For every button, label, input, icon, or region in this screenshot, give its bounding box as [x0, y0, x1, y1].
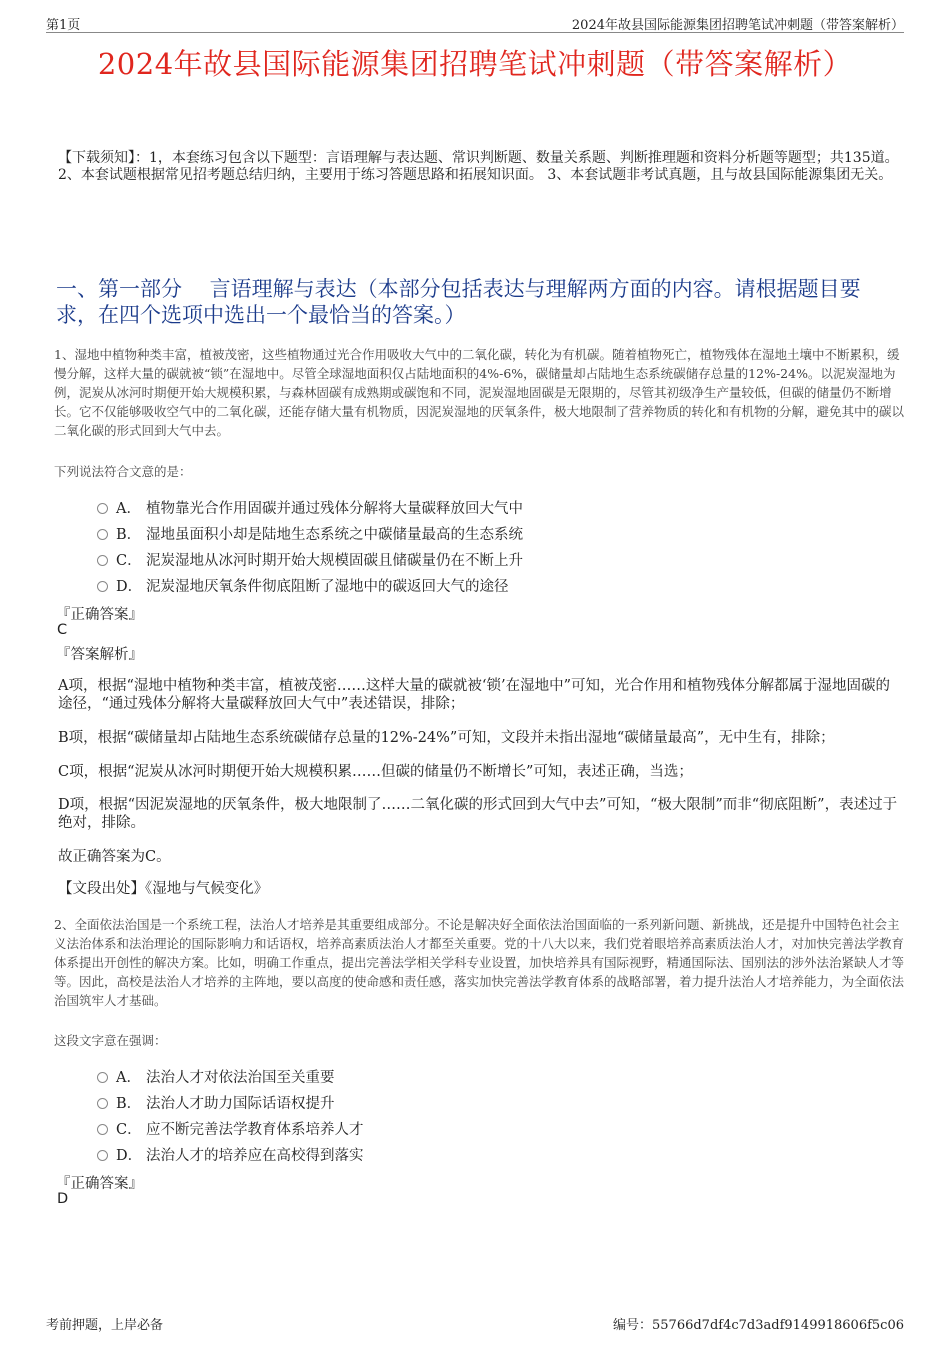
radio-icon[interactable]: [97, 1072, 108, 1083]
header-doc-title: 2024年故县国际能源集团招聘笔试冲刺题（带答案解析）: [571, 18, 904, 33]
document-id: 编号：55766d7df4c7d3adf9149918606f5c06: [613, 1318, 904, 1333]
question-2-option-a[interactable]: A． 法治人才对依法治国至关重要: [97, 1066, 335, 1086]
radio-icon[interactable]: [97, 581, 108, 592]
analysis-b: B项，根据“碳储量却占陆地生态系统碳储存总量的12%-24%”可知，文段并未指出湿地“碳储量最高”，无中生有，排除；: [58, 730, 835, 746]
page-header: [46, 12, 904, 33]
section-heading: 一、第一部分 言语理解与表达（本部分包括表达与理解两方面的内容。请根据题目要求，在四个选项中选出一个最恰当的答案。）: [56, 277, 861, 327]
question-1-answer: C: [57, 622, 68, 638]
question-2-option-b[interactable]: B． 法治人才助力国际话语权提升: [97, 1092, 335, 1112]
question-1-option-c[interactable]: C． 泥炭湿地从冰河时期开始大规模固碳且储碳量仍在不断上升: [97, 549, 523, 569]
radio-icon[interactable]: [97, 555, 108, 566]
question-1-option-a[interactable]: A． 植物靠光合作用固碳并通过残体分解将大量碳释放回大气中: [97, 497, 523, 517]
question-1-passage: 1、湿地中植物种类丰富，植被茂密，这些植物通过光合作用吸收大气中的二氧化碳，转化为有机碳。随着植物死亡，植物残体在湿地土壤中不断累积，缓慢分解，这样大量的碳就被“锁”在湿地中。尽管全球湿地面积仅占陆地面积的4%-6%，碳储量却占陆地生态系统碳储存总量的12%-24%。以泥炭湿地为例，泥炭从冰河时期便开始大规模积累，与森林固碳有成熟期或碳饱和不同，泥炭湿地固碳是无限期的，尽管其初级净生产量较低，但碳的储量仍不断增长。它不仅能够吸收空气中的二氧化碳，还能存储大量有机物质，因泥炭湿地的厌氧条件，极大地限制了营养物质的转化和有机物的分解，避免其中的碳以二氧化碳的形式回到大气中去。: [54, 347, 905, 438]
page-number: 第1页: [46, 18, 81, 33]
download-notice: 【下载须知】：1，本套练习包含以下题型：言语理解与表达题、常识判断题、数量关系题、判断推理题和资料分析题等题型；共135道。 2、本套试题根据常见招考题总结归纳，主要用于练习答题思路和拓展知识面。 3、本套试题非考试真题，且与故县国际能源集团无关。: [58, 150, 899, 183]
analysis-d: D项，根据“因泥炭湿地的厌氧条件，极大地限制了……二氧化碳的形式回到大气中去”可知，“极大限制”而非“彻底阻断”，表述过于绝对，排除。: [58, 797, 898, 831]
page-title: 2024年故县国际能源集团招聘笔试冲刺题（带答案解析）: [97, 47, 853, 81]
analysis-conclusion: 故正确答案为C。: [58, 849, 171, 865]
question-2-option-c[interactable]: C． 应不断完善法学教育体系培养人才: [97, 1118, 364, 1138]
question-1-option-d[interactable]: D． 泥炭湿地厌氧条件彻底阻断了湿地中的碳返回大气的途径: [97, 575, 509, 595]
answer-label: 『正确答案』: [56, 1176, 143, 1192]
question-1-prompt: 下列说法符合文意的是：: [54, 464, 192, 479]
question-2-answer: D: [57, 1191, 69, 1207]
passage-source: 【文段出处】《湿地与气候变化》: [58, 881, 269, 897]
question-2-prompt: 这段文字意在强调：: [54, 1033, 167, 1048]
question-2-option-d[interactable]: D． 法治人才的培养应在高校得到落实: [97, 1144, 364, 1164]
question-1-option-b[interactable]: B． 湿地虽面积小却是陆地生态系统之中碳储量最高的生态系统: [97, 523, 523, 543]
radio-icon[interactable]: [97, 529, 108, 540]
analysis-c: C项，根据“泥炭从冰河时期便开始大规模积累……但碳的储量仍不断增长”可知，表述正确，当选；: [58, 764, 693, 780]
answer-label: 『正确答案』: [56, 607, 143, 623]
analysis-a: A项，根据“湿地中植物种类丰富，植被茂密……这样大量的碳就被‘锁’在湿地中”可知，光合作用和植物残体分解都属于湿地固碳的途径，“通过残体分解将大量碳释放回大气中”表述错误，排除；: [58, 678, 891, 712]
radio-icon[interactable]: [97, 1124, 108, 1135]
page-footer: [46, 1314, 904, 1332]
radio-icon[interactable]: [97, 503, 108, 514]
analysis-label: 『答案解析』: [56, 647, 143, 663]
radio-icon[interactable]: [97, 1098, 108, 1109]
footer-slogan: 考前押题，上岸必备: [46, 1318, 164, 1333]
radio-icon[interactable]: [97, 1150, 108, 1161]
question-2-passage: 2、全面依法治国是一个系统工程，法治人才培养是其重要组成部分。不论是解决好全面依法治国面临的一系列新问题、新挑战，还是提升中国特色社会主义法治体系和法治理论的国际影响力和话语权，培养高素质法治人才都至关重要。党的十八大以来，我们党着眼培养高素质法治人才，对加快完善法学教育体系提出开创性的解决方案。比如，明确工作重点，提出完善法学相关学科专业设置，加快培养具有国际视野，精通国际法、国别法的涉外法治紧缺人才等等。因此，高校是法治人才培养的主阵地，要以高度的使命感和责任感，落实加快完善法学教育体系的战略部署，着力提升法治人才培养能力，为全面依法治国筑牢人才基础。: [54, 917, 905, 1008]
